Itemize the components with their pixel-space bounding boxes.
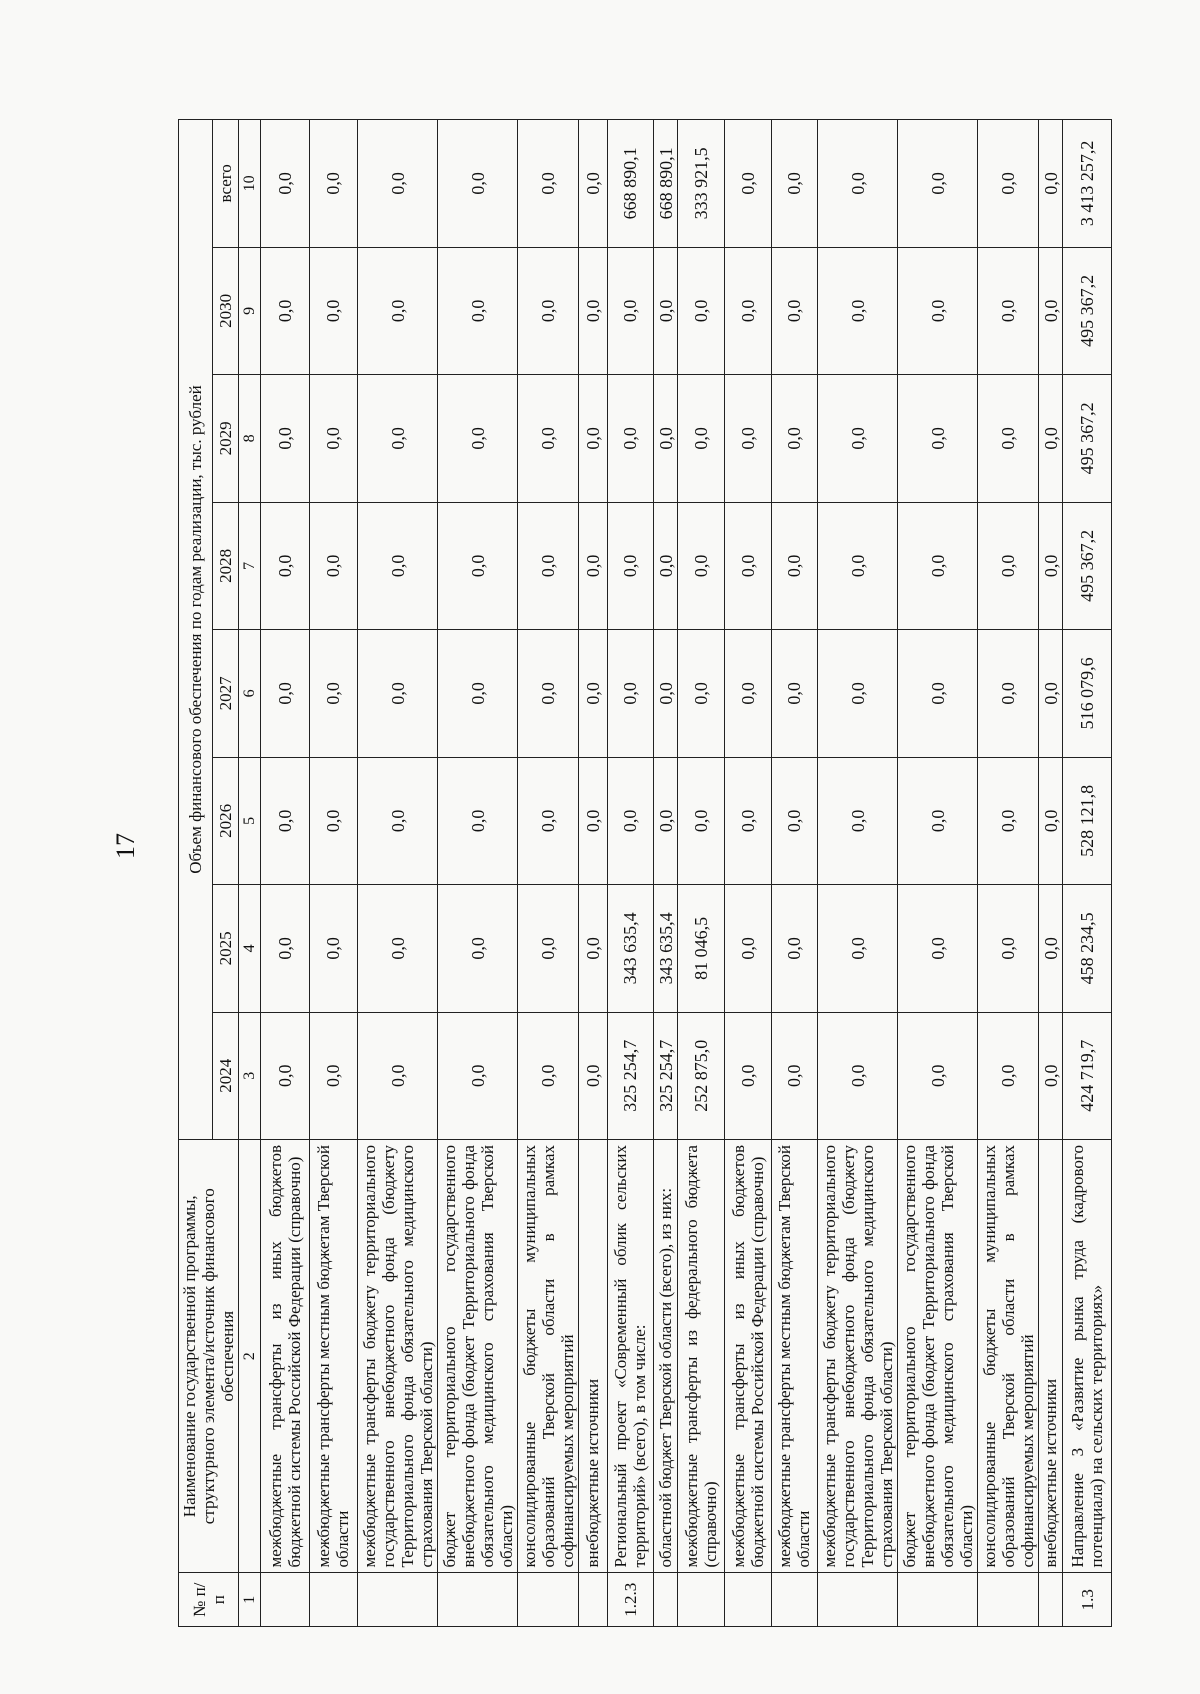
row-year-value: 0,0 [771, 375, 818, 502]
table-row [261, 120, 310, 1627]
row-year-value: 0,0 [438, 247, 518, 374]
row-total-value: 333 921,5 [678, 120, 725, 248]
row-year-value: 325 254,7 [654, 1012, 678, 1139]
row-name: консолидированные бюджеты муниципальных образований Тверской области в рамках софинансируемых мероприятий [518, 1140, 579, 1573]
row-year-value: 0,0 [438, 885, 518, 1012]
row-year-value: 0,0 [725, 630, 772, 757]
row-name: межбюджетные трансферты местным бюджетам Тверской области [309, 1140, 358, 1573]
header-year: 2027 [213, 630, 239, 757]
row-year-value: 458 234,5 [1063, 885, 1112, 1012]
row-name: межбюджетные трансферты местным бюджетам Тверской области [771, 1140, 818, 1573]
row-year-value: 0,0 [978, 757, 1039, 884]
row-year-value: 0,0 [678, 375, 725, 502]
row-year-value: 0,0 [261, 1012, 310, 1139]
row-year-value: 495 367,2 [1063, 502, 1112, 629]
row-total-value: 0,0 [358, 120, 438, 248]
row-number [898, 1573, 978, 1627]
row-year-value: 0,0 [978, 630, 1039, 757]
column-number: 2 [239, 1140, 261, 1573]
header-num: № п/п [179, 1573, 239, 1627]
row-year-value: 0,0 [261, 885, 310, 1012]
column-number: 10 [239, 120, 261, 248]
row-year-value: 0,0 [771, 757, 818, 884]
row-year-value: 0,0 [725, 757, 772, 884]
financing-table [178, 119, 1112, 1627]
row-year-value: 0,0 [358, 502, 438, 629]
header-year: 2029 [213, 375, 239, 502]
row-year-value: 0,0 [309, 502, 358, 629]
column-number: 9 [239, 247, 261, 374]
row-year-value: 0,0 [654, 375, 678, 502]
table-row [309, 120, 358, 1627]
column-number: 8 [239, 375, 261, 502]
row-year-value: 0,0 [978, 1012, 1039, 1139]
table-row [518, 120, 579, 1627]
table-row [725, 120, 772, 1627]
row-year-value: 424 719,7 [1063, 1012, 1112, 1139]
row-year-value: 516 079,6 [1063, 630, 1112, 757]
row-year-value: 0,0 [579, 885, 607, 1012]
row-year-value: 0,0 [579, 757, 607, 884]
header-year: 2028 [213, 502, 239, 629]
row-year-value: 0,0 [678, 630, 725, 757]
row-year-value: 0,0 [309, 1012, 358, 1139]
row-year-value: 0,0 [1039, 502, 1063, 629]
row-year-value: 252 875,0 [678, 1012, 725, 1139]
row-year-value: 0,0 [607, 247, 654, 374]
table-body [261, 120, 1112, 1627]
row-total-value: 0,0 [438, 120, 518, 248]
row-year-value: 0,0 [978, 885, 1039, 1012]
row-name: бюджет территориального государственного внебюджетного фонда (бюджет Территориального фонда обязательного медицинского страхования Тверской области) [898, 1140, 978, 1573]
row-total-value: 0,0 [818, 120, 898, 248]
row-name: межбюджетные трансферты бюджету территориального государственного внебюджетного фонда (бюджету Территориального фонда обязательного медицинского страхования Тверской области) [818, 1140, 898, 1573]
row-year-value: 0,0 [309, 375, 358, 502]
row-year-value: 0,0 [1039, 757, 1063, 884]
row-year-value: 0,0 [654, 247, 678, 374]
row-total-value: 0,0 [771, 120, 818, 248]
table-row [438, 120, 518, 1627]
row-year-value: 325 254,7 [607, 1012, 654, 1139]
row-total-value: 0,0 [978, 120, 1039, 248]
row-year-value: 0,0 [898, 885, 978, 1012]
row-year-value: 528 121,8 [1063, 757, 1112, 884]
table-row [607, 120, 654, 1627]
row-year-value: 343 635,4 [607, 885, 654, 1012]
row-year-value: 0,0 [518, 757, 579, 884]
row-number [438, 1573, 518, 1627]
row-total-value: 0,0 [579, 120, 607, 248]
row-name: межбюджетные трансферты из федерального бюджета (справочно) [678, 1140, 725, 1573]
row-total-value: 3 413 257,2 [1063, 120, 1112, 248]
row-year-value: 0,0 [261, 502, 310, 629]
row-year-value: 0,0 [261, 375, 310, 502]
row-total-value: 0,0 [309, 120, 358, 248]
row-year-value: 0,0 [438, 630, 518, 757]
row-year-value: 0,0 [771, 247, 818, 374]
header-year: 2030 [213, 247, 239, 374]
row-year-value: 0,0 [1039, 1012, 1063, 1139]
row-year-value: 0,0 [438, 1012, 518, 1139]
row-name: межбюджетные трансферты из иных бюджетов бюджетной системы Российской Федерации (справочно) [261, 1140, 310, 1573]
row-year-value: 0,0 [358, 757, 438, 884]
table-row [898, 120, 978, 1627]
row-total-value: 0,0 [898, 120, 978, 248]
row-year-value: 0,0 [358, 630, 438, 757]
row-year-value: 0,0 [771, 630, 818, 757]
row-year-value: 0,0 [579, 375, 607, 502]
table-row [358, 120, 438, 1627]
row-year-value: 0,0 [358, 247, 438, 374]
row-name: внебюджетные источники [579, 1140, 607, 1573]
row-year-value: 0,0 [518, 502, 579, 629]
row-number [358, 1573, 438, 1627]
row-year-value: 0,0 [1039, 375, 1063, 502]
header-year: 2024 [213, 1012, 239, 1139]
header-year: 2025 [213, 885, 239, 1012]
table-row [1063, 120, 1112, 1627]
row-year-value: 0,0 [309, 630, 358, 757]
table-row [818, 120, 898, 1627]
row-year-value: 0,0 [725, 502, 772, 629]
row-name: внебюджетные источники [1039, 1140, 1063, 1573]
row-year-value: 0,0 [579, 1012, 607, 1139]
page-number: 17 [111, 833, 140, 859]
row-number [654, 1573, 678, 1627]
row-year-value: 0,0 [518, 247, 579, 374]
row-year-value: 0,0 [818, 1012, 898, 1139]
row-number [1039, 1573, 1063, 1627]
row-year-value: 0,0 [1039, 630, 1063, 757]
row-year-value: 0,0 [607, 502, 654, 629]
row-year-value: 495 367,2 [1063, 247, 1112, 374]
row-year-value: 0,0 [607, 630, 654, 757]
rotated-table-wrapper [178, 119, 1112, 1627]
row-year-value: 0,0 [725, 247, 772, 374]
row-year-value: 0,0 [725, 1012, 772, 1139]
row-year-value: 0,0 [818, 885, 898, 1012]
header-total: всего [213, 120, 239, 248]
row-name: межбюджетные трансферты бюджету территориального государственного внебюджетного фонда (бюджету Территориального фонда обязательного медицинского страхования Тверской области) [358, 1140, 438, 1573]
column-number: 5 [239, 757, 261, 884]
row-year-value: 0,0 [898, 630, 978, 757]
row-number [818, 1573, 898, 1627]
column-number: 3 [239, 1012, 261, 1139]
row-year-value: 0,0 [438, 757, 518, 884]
row-year-value: 0,0 [898, 247, 978, 374]
row-year-value: 0,0 [518, 630, 579, 757]
row-total-value: 0,0 [1039, 120, 1063, 248]
row-number [518, 1573, 579, 1627]
row-number [678, 1573, 725, 1627]
row-total-value: 0,0 [518, 120, 579, 248]
row-year-value: 495 367,2 [1063, 375, 1112, 502]
header-volume: Объем финансового обеспечения по годам реализации, тыс. рублей [179, 120, 213, 1140]
column-number: 1 [239, 1573, 261, 1627]
row-year-value: 0,0 [1039, 885, 1063, 1012]
row-name: консолидированные бюджеты муниципальных образований Тверской области в рамках софинансируемых мероприятий [978, 1140, 1039, 1573]
row-number: 1.3 [1063, 1573, 1112, 1627]
row-year-value: 0,0 [898, 375, 978, 502]
table-row [1039, 120, 1063, 1627]
row-year-value: 0,0 [678, 502, 725, 629]
header-name: Наименование государственной программы, структурного элемента/источник финансового обеспечения [179, 1140, 239, 1573]
row-year-value: 0,0 [579, 502, 607, 629]
row-year-value: 0,0 [518, 1012, 579, 1139]
row-year-value: 0,0 [358, 885, 438, 1012]
row-year-value: 0,0 [978, 502, 1039, 629]
row-year-value: 0,0 [438, 502, 518, 629]
row-year-value: 0,0 [518, 885, 579, 1012]
column-number: 4 [239, 885, 261, 1012]
row-number [309, 1573, 358, 1627]
row-total-value: 0,0 [725, 120, 772, 248]
row-year-value: 0,0 [1039, 247, 1063, 374]
row-year-value: 0,0 [261, 757, 310, 884]
row-year-value: 0,0 [579, 630, 607, 757]
row-year-value: 0,0 [358, 375, 438, 502]
row-name: межбюджетные трансферты из иных бюджетов бюджетной системы Российской Федерации (справочно) [725, 1140, 772, 1573]
column-number: 7 [239, 502, 261, 629]
row-year-value: 0,0 [978, 247, 1039, 374]
row-year-value: 0,0 [261, 247, 310, 374]
row-name: областной бюджет Тверской области (всего), из них: [654, 1140, 678, 1573]
row-year-value: 81 046,5 [678, 885, 725, 1012]
row-year-value: 0,0 [678, 247, 725, 374]
row-year-value: 343 635,4 [654, 885, 678, 1012]
row-name: бюджет территориального государственного внебюджетного фонда (бюджет Территориального фонда обязательного медицинского страхования Тверской области) [438, 1140, 518, 1573]
row-year-value: 0,0 [678, 757, 725, 884]
row-year-value: 0,0 [654, 630, 678, 757]
row-name: Направление 3 «Развитие рынка труда (кадрового потенциала) на сельских территориях» [1063, 1140, 1112, 1573]
row-year-value: 0,0 [818, 502, 898, 629]
row-total-value: 668 890,1 [654, 120, 678, 248]
row-number [261, 1573, 310, 1627]
header-year: 2026 [213, 757, 239, 884]
table-row [678, 120, 725, 1627]
row-number: 1.2.3 [607, 1573, 654, 1627]
row-year-value: 0,0 [309, 885, 358, 1012]
table-row [978, 120, 1039, 1627]
row-year-value: 0,0 [654, 757, 678, 884]
row-year-value: 0,0 [818, 630, 898, 757]
row-year-value: 0,0 [818, 247, 898, 374]
row-year-value: 0,0 [438, 375, 518, 502]
row-number [579, 1573, 607, 1627]
row-year-value: 0,0 [771, 502, 818, 629]
row-year-value: 0,0 [725, 375, 772, 502]
row-year-value: 0,0 [654, 502, 678, 629]
row-year-value: 0,0 [309, 247, 358, 374]
row-year-value: 0,0 [818, 375, 898, 502]
row-total-value: 668 890,1 [607, 120, 654, 248]
table-row [654, 120, 678, 1627]
row-year-value: 0,0 [898, 757, 978, 884]
column-number: 6 [239, 630, 261, 757]
table-row [771, 120, 818, 1627]
row-year-value: 0,0 [771, 1012, 818, 1139]
row-year-value: 0,0 [261, 630, 310, 757]
row-year-value: 0,0 [518, 375, 579, 502]
row-year-value: 0,0 [898, 502, 978, 629]
row-year-value: 0,0 [978, 375, 1039, 502]
row-year-value: 0,0 [771, 885, 818, 1012]
row-number [771, 1573, 818, 1627]
row-number [978, 1573, 1039, 1627]
row-year-value: 0,0 [358, 1012, 438, 1139]
row-year-value: 0,0 [607, 757, 654, 884]
table-row [579, 120, 607, 1627]
row-year-value: 0,0 [818, 757, 898, 884]
row-year-value: 0,0 [607, 375, 654, 502]
row-year-value: 0,0 [725, 885, 772, 1012]
row-year-value: 0,0 [579, 247, 607, 374]
row-name: Региональный проект «Современный облик сельских территорий» (всего), в том числе: [607, 1140, 654, 1573]
row-year-value: 0,0 [898, 1012, 978, 1139]
row-total-value: 0,0 [261, 120, 310, 248]
row-year-value: 0,0 [309, 757, 358, 884]
row-number [725, 1573, 772, 1627]
